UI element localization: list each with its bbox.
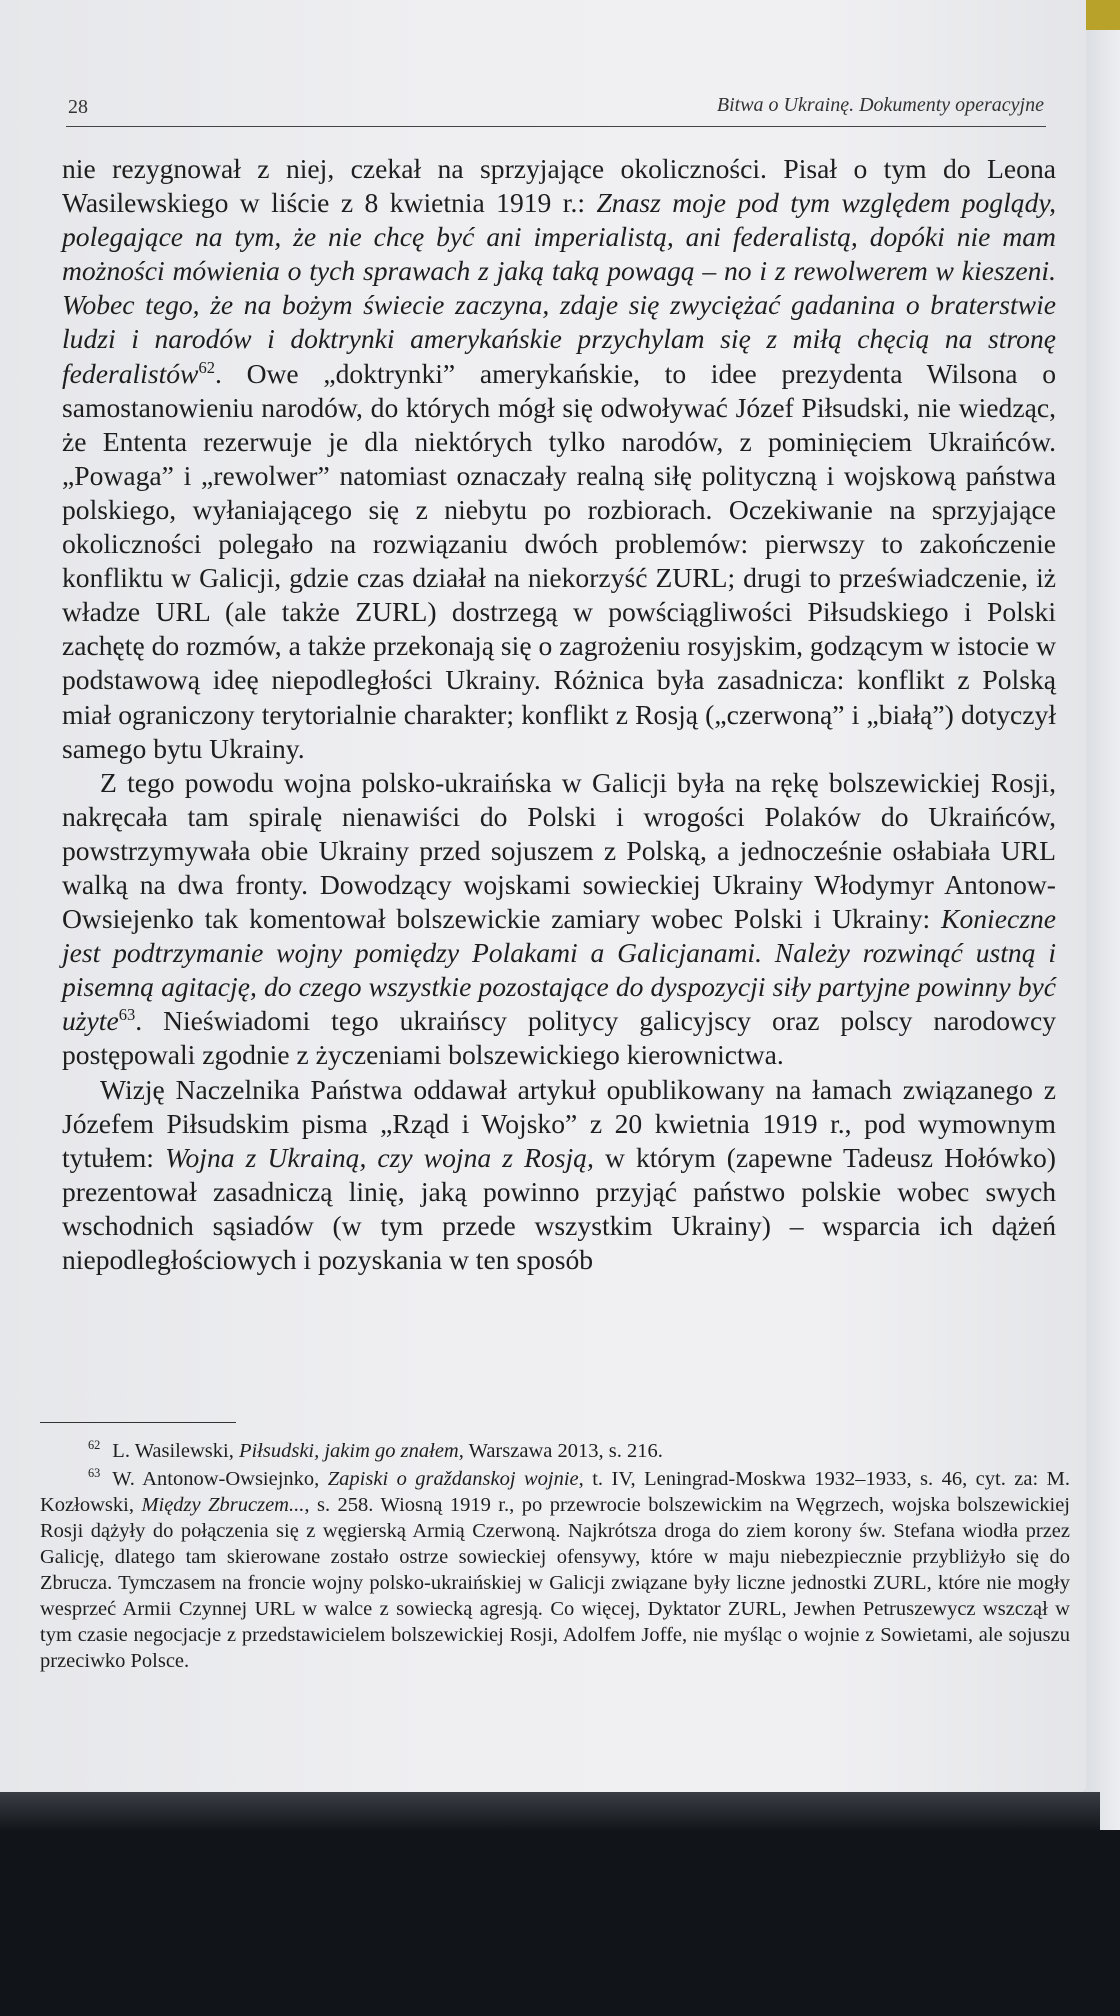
footnote-ref: 63 <box>118 1005 136 1025</box>
footnote-ref: 62 <box>198 357 215 377</box>
text-run: Wizję Naczelnika Państwa oddawał artykuł opublikowany na łamach związanego z Józefem Piłsudskim pisma „Rząd i Wojsko” z 20 kwietnia 1919 r., pod wymownym tytułem: <box>62 1073 1056 1173</box>
footnote <box>40 1438 1070 1464</box>
italic-text: Wojna z Ukrainą, czy wojna z Rosją, <box>165 1141 594 1173</box>
paragraph <box>62 152 1056 766</box>
text-run: nie rezygnował z niej, czekał na sprzyjające okoliczności. Pisał o tym do Leona Wasilewskiego w liście z 8 kwietnia 1919 r.: <box>62 153 1056 219</box>
italic-text: Znasz moje pod tym względem poglądy, polegające na tym, że nie chcę być ani imperialistą, ani federalistą, dopóki nie mam możności mówienia o tych sprawach z jaką taką powagą – no i z rewolwerem w kieszeni. Wobec tego, że na bożym świecie zaczyna, zdaje się zwyciężać gadanina o braterstwie ludzi i narodów i doktrynki amerykańskie przychylam się z miłą chęcią na stronę federalistów <box>62 187 1056 389</box>
italic-text: Zapiski o graždanskoj wojnie <box>327 1468 579 1490</box>
page-bottom-shadow <box>0 1792 1100 1832</box>
footnote <box>40 1466 1070 1674</box>
text-run: L. Wasilewski, <box>112 1440 239 1462</box>
text-run: , t. IV, Leningrad-Moskwa 1932–1933, s. 46, cyt. za: M. Kozłowski, <box>40 1468 1071 1516</box>
text-run: . Nieświadomi tego ukraińscy politycy galicyjscy oraz polscy narodowcy postępowali zgodnie z życzeniami bolszewickiego kierownictwa. <box>62 1005 1056 1071</box>
text-run: Z tego powodu wojna polsko-ukraińska w Galicji była na rękę bolszewickiej Rosji, nakręcała tam spiralę nienawiści do Polski i wrogości Polaków do Ukraińców, powstrzymywała obie Ukrainy przed sojuszem z Polską, a jednocześnie osłabiała URL walką na dwa fronty. Dowodzący wojskami sowieckiej Ukrainy Włodymyr Antonow-Owsiejenko tak komentował bolszewickie zamiary wobec Polski i Ukrainy: <box>62 766 1056 935</box>
italic-text: Między Zbruczem... <box>141 1494 305 1516</box>
text-run: Warszawa 2013, s. 216. <box>463 1440 663 1462</box>
next-page-edge <box>1080 30 1120 1830</box>
italic-text: Piłsudski, jakim go znałem, <box>238 1440 464 1462</box>
footnote-number: 63 <box>88 1466 101 1481</box>
page-header <box>66 92 1046 127</box>
main-text <box>62 152 1056 1277</box>
text-run: . Owe „doktrynki” amerykańskie, to idee prezydenta Wilsona o samostanowieniu narodów, do których mógł się odwoływać Józef Piłsudski, nie wiedząc, że Ententa rezerwuje je dla niektórych tylko narodów, z pominięciem Ukraińców. „Powaga” i „rewolwer” natomiast oznaczały realną siłę polityczną i wojskową państwa polskiego, wyłaniającego się z niebytu po rozbiorach. Oczekiwanie na sprzyjające okoliczności polegało na rozwiązaniu dwóch problemów: pierwszy to zakończenie konfliktu w Galicji, gdzie czas działał na niekorzyść ZURL; drugi to przeświadczenie, iż władze URL (ale także ZURL) dostrzegą w powściągliwości Piłsudskiego i Polski zachętę do rozmów, a także przekonają się o zagrożeniu rosyjskim, godzącym w istocie w podstawową ideę niepodległości Ukrainy. Różnica była zasadnicza: konflikt z Polską miał ograniczony terytorialnie charakter; konflikt z Rosją („czerwoną” i „białą”) dotyczył samego bytu Ukrainy. <box>62 357 1056 764</box>
running-title: Bitwa o Ukrainę. Dokumenty operacyjne <box>716 94 1044 116</box>
italic-text: Konieczne jest podtrzymanie wojny pomiędzy Polakami a Galicjanami. Należy rozwinąć ustną i pisemną agitację, do czego wszystkie pozostające do dyspozycji siły partyjne powinny być użyte <box>62 903 1056 1037</box>
text-run: W. Antonow-Owsiejnko, <box>112 1468 328 1490</box>
footnotes <box>40 1438 1070 1676</box>
footnote-number: 62 <box>88 1438 101 1453</box>
footnote-separator <box>40 1422 236 1423</box>
text-run: w którym (zapewne Tadeusz Hołówko) prezentował zasadniczą linię, jaką powinno przyjąć państwo polskie wobec swych wschodnich sąsiadów (w tym przede wszystkim Ukrainy) – wsparcia ich dążeń niepodległościowych i pozyskania w ten sposób <box>62 1141 1057 1275</box>
paragraph <box>62 766 1056 1073</box>
page-number: 28 <box>68 96 88 118</box>
text-run: , s. 258. Wiosną 1919 r., po przewrocie bolszewickim na Węgrzech, wojska bolszewickiej Rosji dążyły do połączenia się z węgierską Armią Czerwoną. Najkrótsza droga do ziem korony św. Stefana wiodła przez Galicję, dlatego tam skierowane zostało ostrze sowieckiej ofensywy, które w maju niebezpiecznie przybliżyło się do Zbrucza. Tymczasem na froncie wojny polsko-ukraińskiej w Galicji związane były liczne jednostki ZURL, które nie mogły wesprzeć Armii Czynnej URL w walce z sowiecką agresją. Co więcej, Dyktator ZURL, Jewhen Petruszewycz wszczął w tym czasie negocjacje z przedstawicielem bolszewickiej Rosji, Adolfem Joffe, nie myśląc o wojnie z Sowietami, ale sojuszu przeciwko Polsce. <box>40 1494 1070 1672</box>
paragraph <box>62 1073 1056 1278</box>
